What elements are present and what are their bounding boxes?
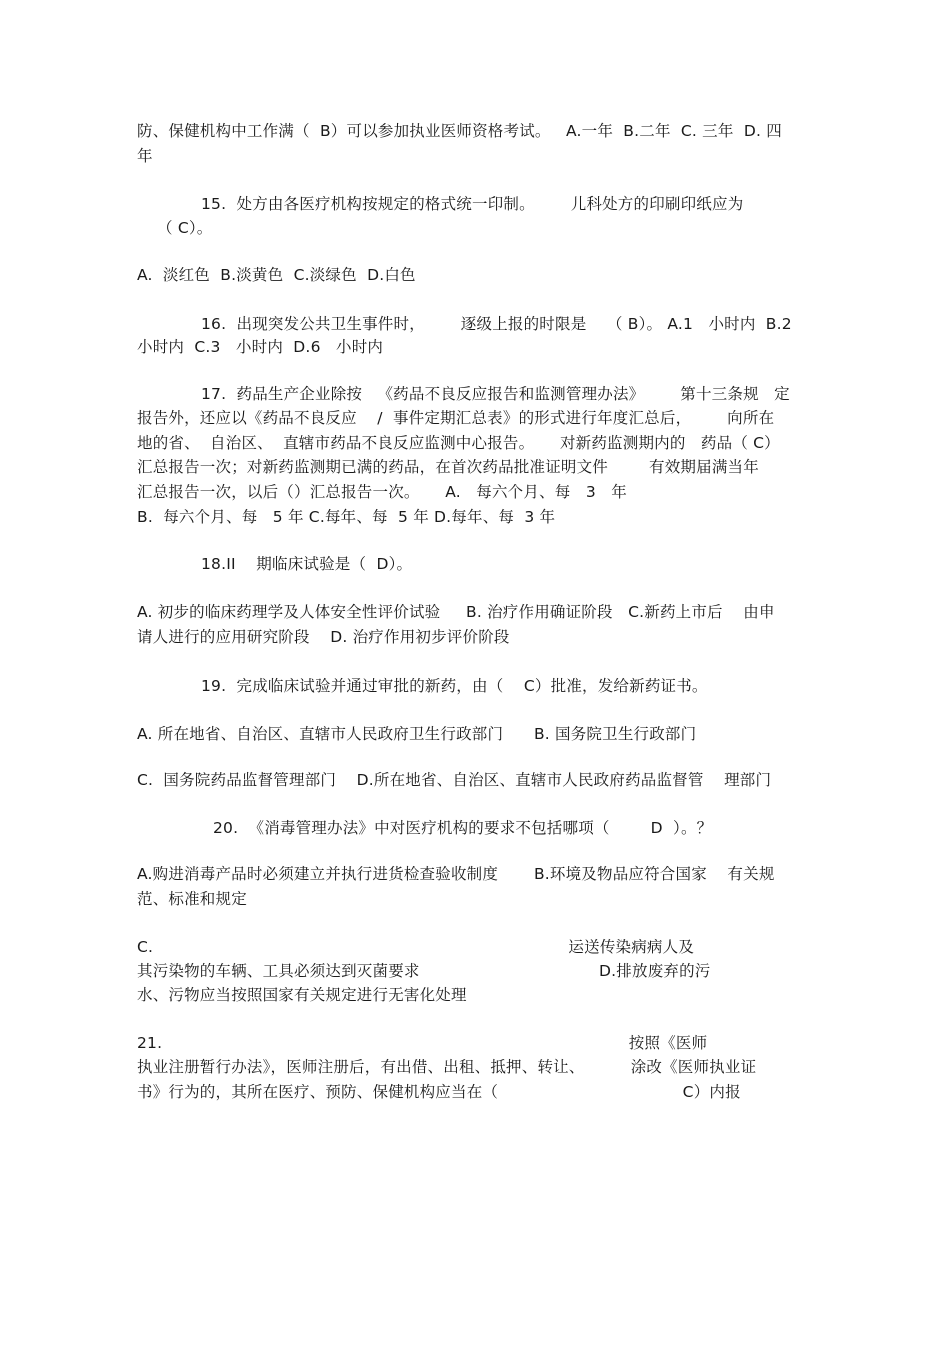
question-18-stem: 18.II 期临床试验是（ D）。 <box>201 555 413 573</box>
text-line: 范、标准和规定 <box>137 890 247 908</box>
question-16-stem: 16. 出现突发公共卫生事件时， 逐级上报的时限是 （ B）。 A.1 小时内 B.2 <box>201 315 792 333</box>
text-line: 小时内 C.3 小时内 D.6 小时内 <box>137 338 384 356</box>
text-line: 执业注册暂行办法》，医师注册后，有出借、出租、抵押、转让、 涂改《医师执业证 <box>137 1058 757 1076</box>
text-line: 年 <box>137 147 153 165</box>
question-18-options: A. 初步的临床药理学及人体安全性评价试验 B. 治疗作用确证阶段 C.新药上市后 由申 <box>137 603 775 621</box>
question-20-stem: 20. 《消毒管理办法》中对医疗机构的要求不包括哪项（ D ）。？ <box>213 819 713 837</box>
question-21-stem: 21. 按照《医师 <box>137 1034 708 1052</box>
text-line: 防、保健机构中工作满（ B）可以参加执业医师资格考试。 A.一年 B.二年 C. 三年 D. 四 <box>137 122 782 140</box>
question-19-options: A. 所在地省、自治区、直辖市人民政府卫生行政部门 B. 国务院卫生行政部门 <box>137 725 697 743</box>
text-line: 书》行为的，其所在医疗、预防、保健机构应当在（ C）内报 <box>137 1083 741 1101</box>
text-line: C. 国务院药品监督管理部门 D.所在地省、自治区、直辖市人民政府药品监督管 理部门 <box>137 771 772 789</box>
text-line: 汇总报告一次；对新药监测期已满的药品，在首次药品批准证明文件 有效期届满当年 <box>137 458 759 476</box>
text-line: 其污染物的车辆、工具必须达到灭菌要求 D.排放废弃的污 <box>137 962 711 980</box>
question-15-options: A. 淡红色 B.淡黄色 C.淡绿色 D.白色 <box>137 266 416 284</box>
question-20-options: A.购进消毒产品时必须建立并执行进货检查验收制度 B.环境及物品应符合国家 有关规 <box>137 865 775 883</box>
text-line: 汇总报告一次，以后（）汇总报告一次。 A. 每六个月、每 3 年 <box>137 483 627 501</box>
question-15-stem: 15. 处方由各医疗机构按规定的格式统一印制。 儿科处方的印刷印纸应为 <box>201 195 744 213</box>
text-line: B. 每六个月、每 5 年 C.每年、每 5 年 D.每年、每 3 年 <box>137 508 556 526</box>
text-line: 请人进行的应用研究阶段 D. 治疗作用初步评价阶段 <box>137 628 510 646</box>
text-line: 报告外，还应以《药品不良反应 / 事件定期汇总表》的形式进行年度汇总后， 向所在 <box>137 409 775 427</box>
question-17-stem: 17. 药品生产企业除按 《药品不良反应报告和监测管理办法》 第十三条规 定 <box>201 385 790 403</box>
question-19-stem: 19. 完成临床试验并通过审批的新药，由（ C）批准，发给新药证书。 <box>201 677 708 695</box>
text-line: C. 运送传染病病人及 <box>137 938 695 956</box>
text-line: 地的省、 自治区、 直辖市药品不良反应监测中心报告。 对新药监测期内的 药品（ C） <box>137 434 780 452</box>
text-line: （ C）。 <box>157 219 213 237</box>
text-line: 水、污物应当按照国家有关规定进行无害化处理 <box>137 986 467 1004</box>
